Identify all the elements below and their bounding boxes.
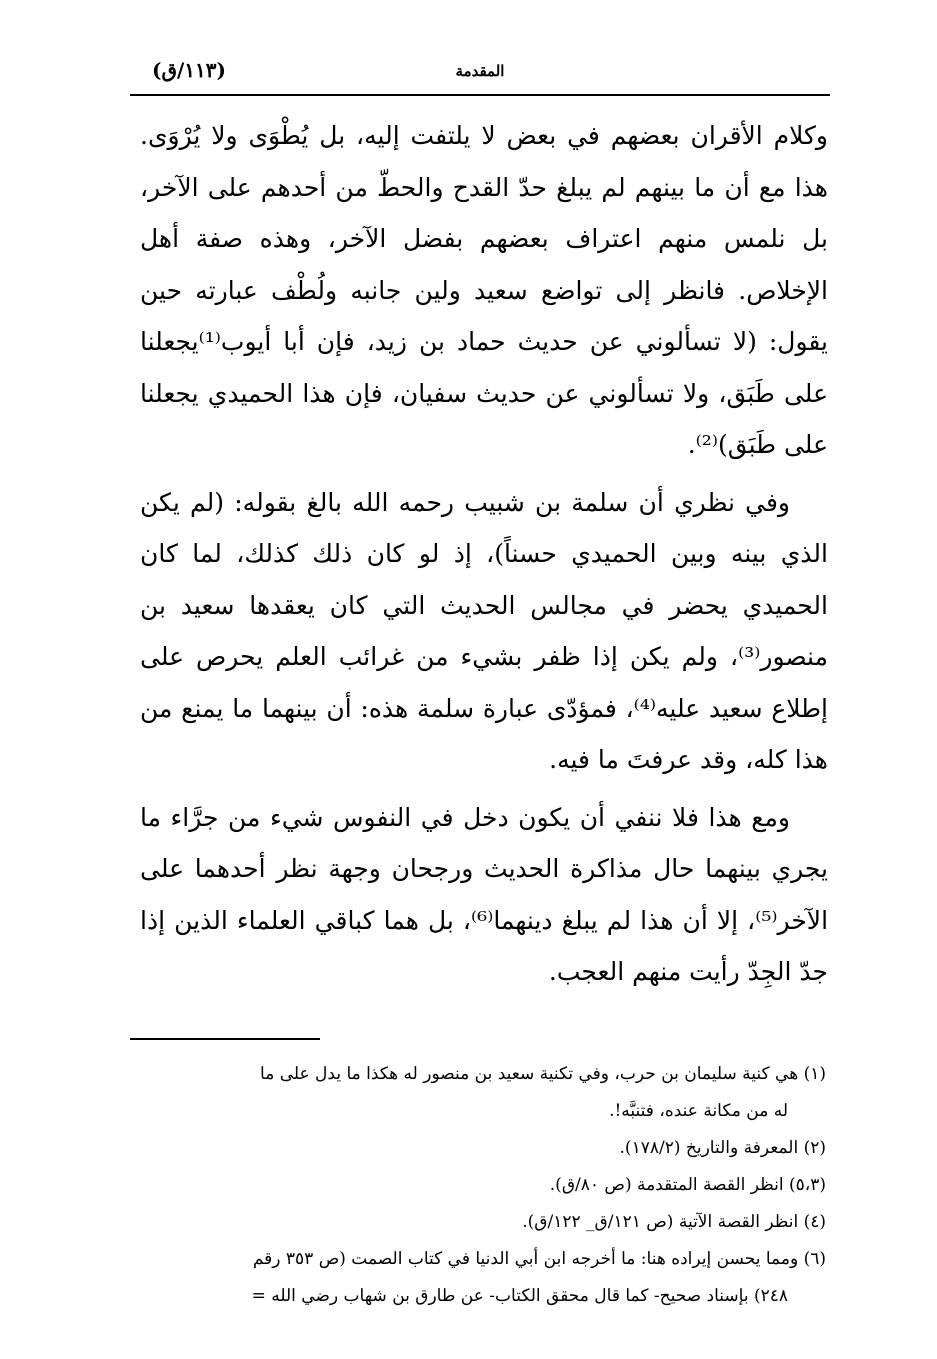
page-reference: (١١٣/ق) [152, 58, 226, 82]
paragraph-3: ومع هذا فلا ننفي أن يكون دخل في النفوس شيء من جرَّاء ما يجري بينهما حال مذاكرة الحديث ورجحان وجهة نظر أحدهما على الآخر⁽⁵⁾، إلا أن هذا لم يبلغ دينهما⁽⁶⁾، بل هما كباقي العلماء الذين إذا جدّ الجِدّ رأيت منهم العجب. [140, 802, 829, 986]
footnote-text: (٢) المعرفة والتاريخ (١٧٨/٢). [619, 1137, 826, 1158]
footnote-text: (٤) انظر القصة الآتية (ص ١٢١/ق_ ١٢٢/ق). [522, 1211, 826, 1232]
footnote-6 [136, 1241, 826, 1315]
footnote-2 [136, 1130, 826, 1167]
footnotes [130, 1056, 830, 1315]
footnote-text: (٥،٣) انظر القصة المتقدمة (ص ٨٠/ق). [549, 1174, 826, 1195]
footnote-1 [136, 1056, 826, 1130]
book-page [130, 50, 830, 1320]
main-text [130, 110, 830, 998]
running-header [130, 50, 830, 96]
chapter-title: المقدمة [455, 62, 505, 80]
footnote-text: (٦) ومما يحسن إيراده هنا: ما أخرجه ابن أبي الدنيا في كتاب الصمت (ص ٣٥٣ رقم [252, 1248, 826, 1269]
footnote-continuation: ٢٤٨) بإسناد صحيح- كما قال محقق الكتاب- عن طارق بن شهاب رضي الله = [251, 1285, 788, 1306]
footnote-text: (١) هي كنية سليمان بن حرب، وفي تكنية سعيد بن منصور له هكذا ما يدل على ما [260, 1063, 826, 1084]
footnote-4 [136, 1204, 826, 1241]
footnote-continuation: له من مكانة عنده، فتنبَّه!. [609, 1100, 788, 1121]
paragraph-2: وفي نظري أن سلمة بن شبيب رحمه الله بالغ بقوله: (لم يكن الذي بينه وبين الحميدي حسناً)، إذ لو كان ذلك كذلك، لما كان الحميدي يحضر في مجالس الحديث التي كان يعقدها سعيد بن منصور⁽³⁾، ولم يكن إذا ظفر بشيء من غرائب العلم يحرص على إطلاع سعيد عليه⁽⁴⁾، فمؤدّى عبارة سلمة هذه: أن بينهما ما يمنع من هذا كله، وقد عرفتَ ما فيه. [140, 487, 829, 774]
footnote-divider [130, 1038, 320, 1040]
paragraph-1: وكلام الأقران بعضهم في بعض لا يلتفت إليه، بل يُطْوَى ولا يُرْوَى. هذا مع أن ما بينهم لم يبلغ حدّ القدح والحطّ من أحدهم على الآخر، بل نلمس منهم اعتراف بعضهم بفضل الآخر، وهذه صفة أهل الإخلاص. فانظر إلى تواضع سعيد ولين جانبه ولُطْف عبارته حين يقول: (لا تسألوني عن حديث حماد بن زيد، فإن أبا أيوب⁽¹⁾يجعلنا على طَبَق، ولا تسألوني عن حديث سفيان، فإن هذا الحميدي يجعلنا على طَبَق)⁽²⁾. [140, 121, 828, 459]
footnote-3-5 [136, 1167, 826, 1204]
